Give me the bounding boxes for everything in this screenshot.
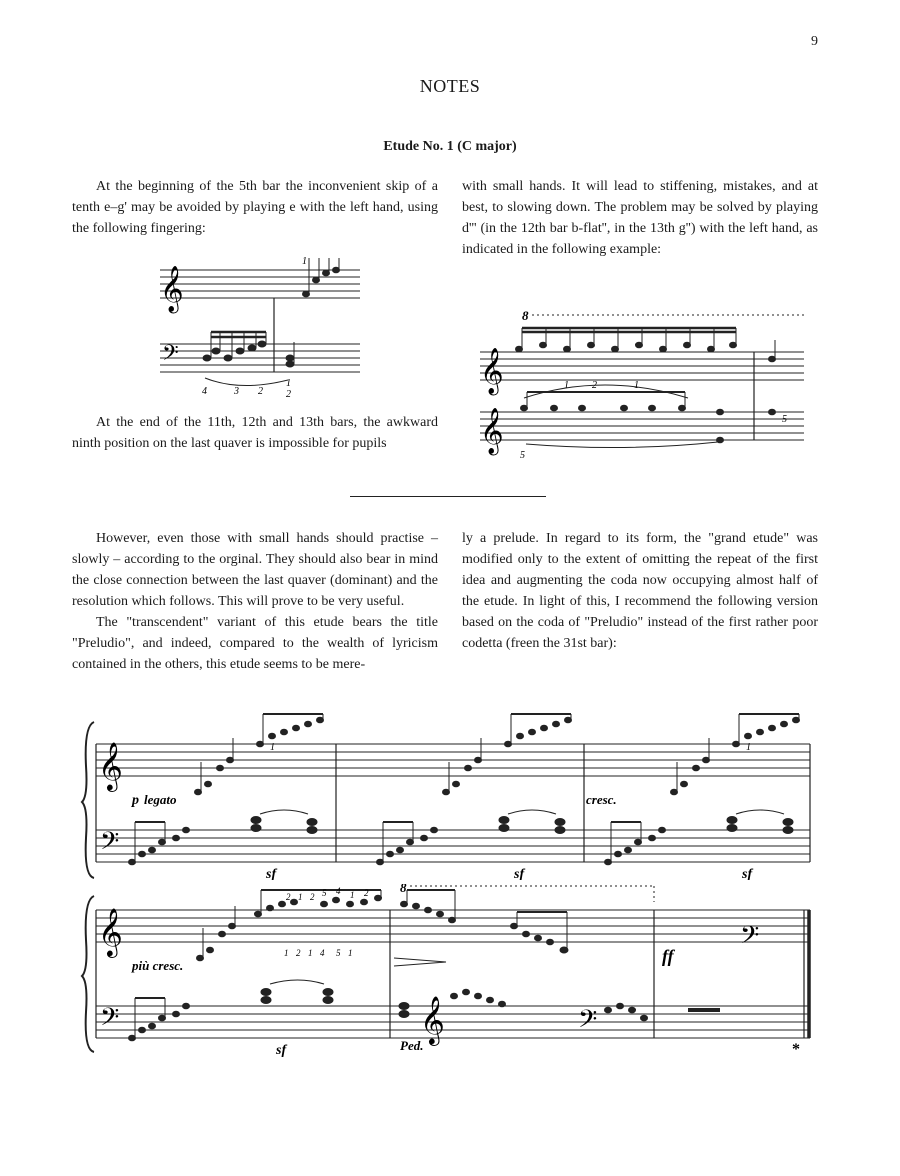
- fingering-label: 1: [564, 380, 569, 391]
- paragraph: The "transcendent" variant of this etude bears the title "Preludio", and indeed, compared to the wealth of lyricism contained in the others, this etude seems to be mere-: [72, 615, 438, 672]
- slur: [205, 378, 288, 386]
- section2-right-column: [462, 528, 818, 654]
- crescendo-hairpin: [394, 958, 446, 966]
- bass-clef-icon: 𝄢: [100, 1003, 120, 1038]
- dynamic-mark: sf: [514, 867, 525, 880]
- tie: [260, 810, 308, 814]
- expression-mark: più cresc.: [132, 958, 184, 973]
- paragraph: At the end of the 11th, 12th and 13th bars, the awkward ninth position on the last quaver is impossible for pupils: [72, 415, 438, 451]
- bass-clef-icon: 𝄢: [578, 1005, 598, 1040]
- paragraph: with small hands. It will lead to stiffening, mistakes, and at best, to slowing down. The problem may be solved by playing d''' (in the 12th bar b-flat'', in the 13th g'') with the left hand, as indicated in the following example:: [462, 179, 818, 257]
- ottava-mark: 8: [400, 884, 407, 895]
- fingering-label: 4: [320, 948, 325, 958]
- page-number: 9: [811, 34, 818, 49]
- system1-notes: [129, 714, 800, 865]
- dynamic-mark: sf: [266, 867, 277, 880]
- treble-clef-icon: 𝄞: [160, 266, 184, 312]
- expression-mark: legato: [144, 792, 177, 807]
- dynamic-mark: sf: [742, 867, 753, 880]
- dynamic-mark: sf: [276, 1043, 287, 1058]
- section2-left-column: [72, 528, 438, 675]
- example2-lower-staff: [480, 412, 804, 440]
- music-example-1: [150, 252, 370, 402]
- system2-notes: [129, 890, 648, 1041]
- brace: [82, 722, 94, 878]
- paragraph: ly a prelude. In regard to its form, the "grand etude" was modified only to the extent of omitting the repeat of the first idea and augmenting the coda now occupying almost half of the etude. In light of this, I recommend the following version based on the coda of "Preludio" instead of the first rather poor codetta (freen the 31st bar):: [462, 531, 818, 651]
- expression-mark: cresc.: [586, 792, 617, 807]
- treble-clef-icon: 𝄞: [98, 741, 123, 790]
- fingering-label: 2: [258, 386, 263, 397]
- section1-left-column-2: [72, 412, 438, 454]
- fingering-label: 3: [234, 386, 239, 397]
- treble-clef-icon: 𝄞: [480, 348, 504, 394]
- pedal-mark: Ped.: [400, 1038, 424, 1053]
- music-example-2: [474, 302, 810, 462]
- section1-right-column: [462, 176, 818, 260]
- ottava-mark: 8: [522, 308, 529, 323]
- fingering-label: 1: [302, 256, 307, 267]
- dynamic-mark: p: [132, 793, 139, 808]
- fingering-label: 1: [308, 948, 313, 958]
- section-divider: [350, 496, 546, 497]
- fingering-label: 4: [336, 886, 341, 896]
- bass-staff: [96, 830, 810, 862]
- example1-bass-staff: [160, 344, 360, 372]
- bass-clef-icon: 𝄢: [740, 921, 760, 956]
- fingering-label: 5: [520, 450, 525, 461]
- fingering-label: 1: [746, 742, 751, 753]
- fingering-label: 5: [782, 414, 787, 425]
- fingering-label: 1: [348, 948, 353, 958]
- fingering-label: 4: [202, 386, 207, 397]
- bass-clef-icon: 𝄢: [162, 341, 179, 371]
- fingering-label: 1: [298, 892, 303, 902]
- tie: [736, 810, 784, 814]
- fingering-label: 2: [592, 380, 597, 391]
- bass-clef-icon: 𝄢: [100, 827, 120, 862]
- dynamic-mark: ff: [662, 946, 674, 966]
- fingering-label: 2: [364, 888, 369, 898]
- section-subtitle: Etude No. 1 (C major): [383, 139, 517, 154]
- example2-upper-staff: [480, 352, 804, 380]
- fingering-label: 1: [286, 378, 291, 389]
- brace: [82, 896, 94, 1052]
- tie: [508, 810, 556, 814]
- fingering-label: 1: [634, 380, 639, 391]
- fingering-label: 1: [284, 948, 289, 958]
- score-system-1: [80, 710, 820, 880]
- paragraph: However, even those with small hands should practise – slowly – according to the orginal. They should also bear in mind the close connection between the last quaver (dominant) and the resolution which follows. This will prove to be very useful.: [72, 531, 438, 609]
- tie: [526, 442, 718, 448]
- page-title: NOTES: [419, 76, 481, 96]
- treble-clef-icon: 𝄞: [480, 408, 504, 454]
- tie: [270, 980, 324, 984]
- fingering-label: 1: [350, 890, 355, 900]
- example1-treble-staff: [160, 270, 360, 298]
- fingering-label: 5: [322, 888, 327, 898]
- fingering-label: 1: [270, 742, 275, 753]
- fingering-label: 2: [310, 892, 315, 902]
- treble-clef-icon: 𝄞: [420, 995, 445, 1044]
- fingering-label: 2: [286, 892, 291, 902]
- paragraph: At the beginning of the 5th bar the inconvenient skip of a tenth e–g' may be avoided by playing e with the left hand, using the following fingering:: [72, 179, 438, 236]
- section1-left-column: [72, 176, 438, 239]
- treble-clef-icon: 𝄞: [98, 907, 123, 956]
- fingering-label: 2: [296, 948, 301, 958]
- fingering-label: 5: [336, 948, 341, 958]
- fingering-label: 2: [286, 389, 291, 400]
- score-system-2: [80, 884, 820, 1060]
- pedal-release-mark: *: [792, 1041, 800, 1058]
